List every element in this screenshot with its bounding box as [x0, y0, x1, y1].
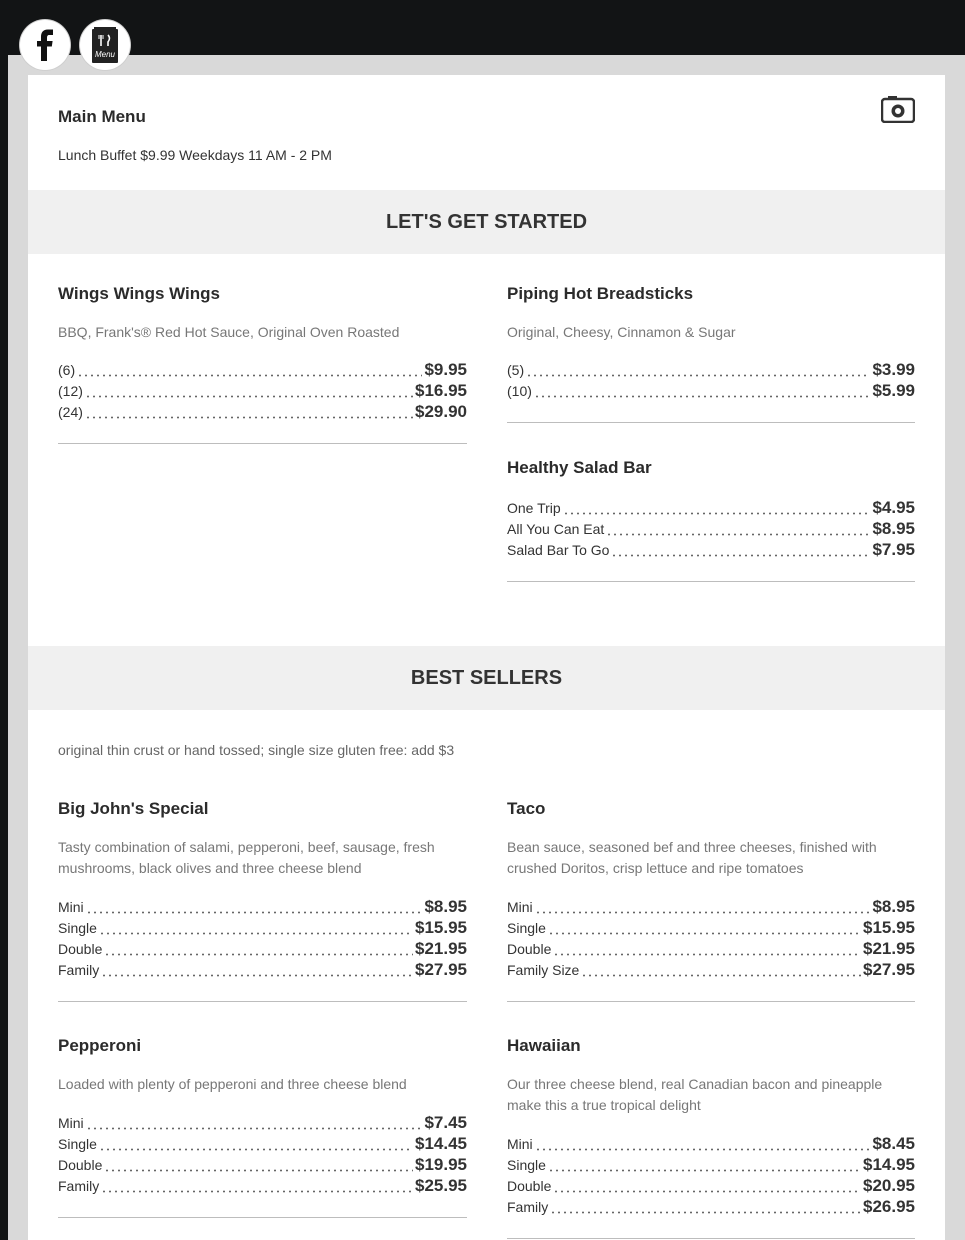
- main-menu-header: [58, 103, 915, 193]
- price-value: $15.95: [415, 918, 467, 937]
- item-divider: [507, 422, 915, 423]
- price-value: $7.45: [424, 1113, 467, 1132]
- item-divider: [507, 1238, 915, 1239]
- menu-item-wings: [58, 283, 467, 444]
- price-row: [507, 381, 915, 402]
- price-value: $9.95: [424, 360, 467, 379]
- dot-leader: [99, 1139, 413, 1151]
- price-value: $27.95: [415, 960, 467, 979]
- price-value: $21.95: [863, 939, 915, 958]
- price-value: $8.45: [872, 1134, 915, 1153]
- dot-leader: [548, 923, 861, 935]
- price-value: $14.45: [415, 1134, 467, 1153]
- lunch-buffet-note: Lunch Buffet $9.99 Weekdays 11 AM - 2 PM: [58, 147, 332, 163]
- price-row: [58, 897, 467, 918]
- size-label: One Trip: [507, 500, 561, 516]
- price-row: [58, 960, 467, 981]
- price-row: [58, 381, 467, 402]
- price-list: [58, 897, 467, 981]
- menu-button[interactable]: [80, 20, 130, 70]
- size-label: Double: [58, 941, 103, 957]
- dot-leader: [86, 1118, 423, 1130]
- dot-leader: [611, 545, 870, 557]
- size-label: Family: [58, 962, 100, 978]
- item-description: Original, Cheesy, Cinnamon & Sugar: [507, 324, 736, 340]
- dot-leader: [99, 923, 413, 935]
- price-value: $29.90: [415, 402, 467, 421]
- size-label: Family Size: [507, 962, 580, 978]
- menu-item-salad-bar: [507, 457, 915, 582]
- item-description: Loaded with plenty of pepperoni and three cheese blend: [58, 1076, 407, 1092]
- dot-leader: [553, 1181, 861, 1193]
- menu-button-label: Menu: [94, 50, 116, 59]
- size-label: Mini: [58, 1115, 84, 1131]
- price-list: [58, 360, 467, 423]
- item-divider: [507, 1001, 915, 1002]
- item-description: Tasty combination of salami, pepperoni, beef, sausage, fresh mushrooms, black olives and three cheese blend: [58, 839, 435, 876]
- price-row: [507, 918, 915, 939]
- item-divider: [58, 443, 467, 444]
- section-note: original thin crust or hand tossed; single size gluten free: add $3: [58, 742, 455, 758]
- dot-leader: [101, 1181, 413, 1193]
- item-description: Bean sauce, seasoned bef and three cheeses, finished with crushed Doritos, crisp lettuce and ripe tomatoes: [507, 839, 877, 876]
- price-row: [507, 360, 915, 381]
- size-label: Mini: [507, 899, 533, 915]
- price-value: $3.99: [872, 360, 915, 379]
- size-label: Single: [507, 920, 546, 936]
- dot-leader: [606, 524, 870, 536]
- dot-leader: [550, 1202, 861, 1214]
- dot-leader: [535, 902, 871, 914]
- size-label: Double: [507, 1178, 552, 1194]
- item-name: Healthy Salad Bar: [507, 458, 652, 477]
- size-label: Mini: [58, 899, 84, 915]
- size-label: (6): [58, 362, 76, 378]
- menu-item-hawaiian: [507, 1035, 915, 1239]
- item-divider: [507, 581, 915, 582]
- menu-item-taco: [507, 798, 915, 1002]
- size-label: (24): [58, 404, 83, 420]
- price-value: $8.95: [872, 897, 915, 916]
- item-name: Wings Wings Wings: [58, 284, 220, 303]
- price-row: [58, 1113, 467, 1134]
- price-value: $27.95: [863, 960, 915, 979]
- dot-leader: [526, 365, 870, 377]
- size-label: Double: [58, 1157, 103, 1173]
- price-row: [58, 402, 467, 423]
- dot-leader: [101, 965, 413, 977]
- price-row: [58, 939, 467, 960]
- item-description: Our three cheese blend, real Canadian bacon and pineapple make this a true tropical delight: [507, 1076, 883, 1113]
- price-row: [58, 1155, 467, 1176]
- price-row: [507, 1176, 915, 1197]
- menu-item-big-johns-special: [58, 798, 467, 1002]
- dot-leader: [104, 1160, 413, 1172]
- price-list: [58, 1113, 467, 1197]
- item-description: BBQ, Frank's® Red Hot Sauce, Original Oven Roasted: [58, 324, 400, 340]
- price-row: [507, 939, 915, 960]
- price-row: [507, 1134, 915, 1155]
- size-label: Family: [58, 1178, 100, 1194]
- price-list: [507, 498, 915, 561]
- size-label: Single: [58, 920, 97, 936]
- price-value: $4.95: [872, 498, 915, 517]
- price-value: $7.95: [872, 540, 915, 559]
- size-label: Single: [58, 1136, 97, 1152]
- size-label: Single: [507, 1157, 546, 1173]
- price-row: [507, 1197, 915, 1218]
- price-list: [507, 360, 915, 402]
- price-row: [507, 498, 915, 519]
- item-name: Hawaiian: [507, 1036, 581, 1055]
- price-row: [507, 1155, 915, 1176]
- price-row: [58, 1176, 467, 1197]
- top-bar: [0, 0, 965, 55]
- dot-leader: [85, 407, 413, 419]
- size-label: (5): [507, 362, 525, 378]
- price-value: $26.95: [863, 1197, 915, 1216]
- item-divider: [58, 1001, 467, 1002]
- price-row: [58, 360, 467, 381]
- dot-leader: [548, 1160, 861, 1172]
- item-name: Big John's Special: [58, 799, 209, 818]
- dot-leader: [553, 944, 861, 956]
- price-row: [507, 960, 915, 981]
- price-value: $5.99: [872, 381, 915, 400]
- item-name: Taco: [507, 799, 546, 818]
- dot-leader: [534, 386, 871, 398]
- dot-leader: [535, 1139, 871, 1151]
- facebook-icon: [32, 29, 58, 61]
- menu-item-breadsticks: [507, 283, 915, 423]
- section-header-lets-get-started: LET'S GET STARTED: [28, 190, 945, 254]
- dot-leader: [85, 386, 413, 398]
- price-row: [507, 897, 915, 918]
- dot-leader: [563, 503, 871, 515]
- size-label: All You Can Eat: [507, 521, 605, 537]
- price-value: $8.95: [872, 519, 915, 538]
- size-label: Salad Bar To Go: [507, 542, 610, 558]
- menu-book-icon: [90, 26, 120, 64]
- size-label: (12): [58, 383, 83, 399]
- facebook-button[interactable]: [20, 20, 70, 70]
- item-name: Piping Hot Breadsticks: [507, 284, 694, 303]
- dot-leader: [581, 965, 861, 977]
- price-value: $20.95: [863, 1176, 915, 1195]
- price-row: [58, 1134, 467, 1155]
- price-row: [58, 918, 467, 939]
- price-value: $25.95: [415, 1176, 467, 1195]
- price-list: [507, 1134, 915, 1218]
- camera-icon[interactable]: [881, 95, 915, 128]
- size-label: Mini: [507, 1136, 533, 1152]
- dot-leader: [104, 944, 413, 956]
- section-header-best-sellers: BEST SELLERS: [28, 646, 945, 710]
- price-value: $19.95: [415, 1155, 467, 1174]
- price-list: [507, 897, 915, 981]
- menu-card: [28, 75, 945, 1240]
- price-value: $8.95: [424, 897, 467, 916]
- item-name: Pepperoni: [58, 1036, 142, 1055]
- price-value: $16.95: [415, 381, 467, 400]
- left-edge-strip: [0, 55, 8, 1240]
- item-divider: [58, 1217, 467, 1218]
- price-value: $15.95: [863, 918, 915, 937]
- price-value: $14.95: [863, 1155, 915, 1174]
- price-row: [507, 519, 915, 540]
- dot-leader: [86, 902, 423, 914]
- size-label: Family: [507, 1199, 549, 1215]
- size-label: (10): [507, 383, 532, 399]
- dot-leader: [77, 365, 422, 377]
- menu-item-pepperoni: [58, 1035, 467, 1218]
- price-value: $21.95: [415, 939, 467, 958]
- price-row: [507, 540, 915, 561]
- page-title: Main Menu: [58, 107, 146, 126]
- size-label: Double: [507, 941, 552, 957]
